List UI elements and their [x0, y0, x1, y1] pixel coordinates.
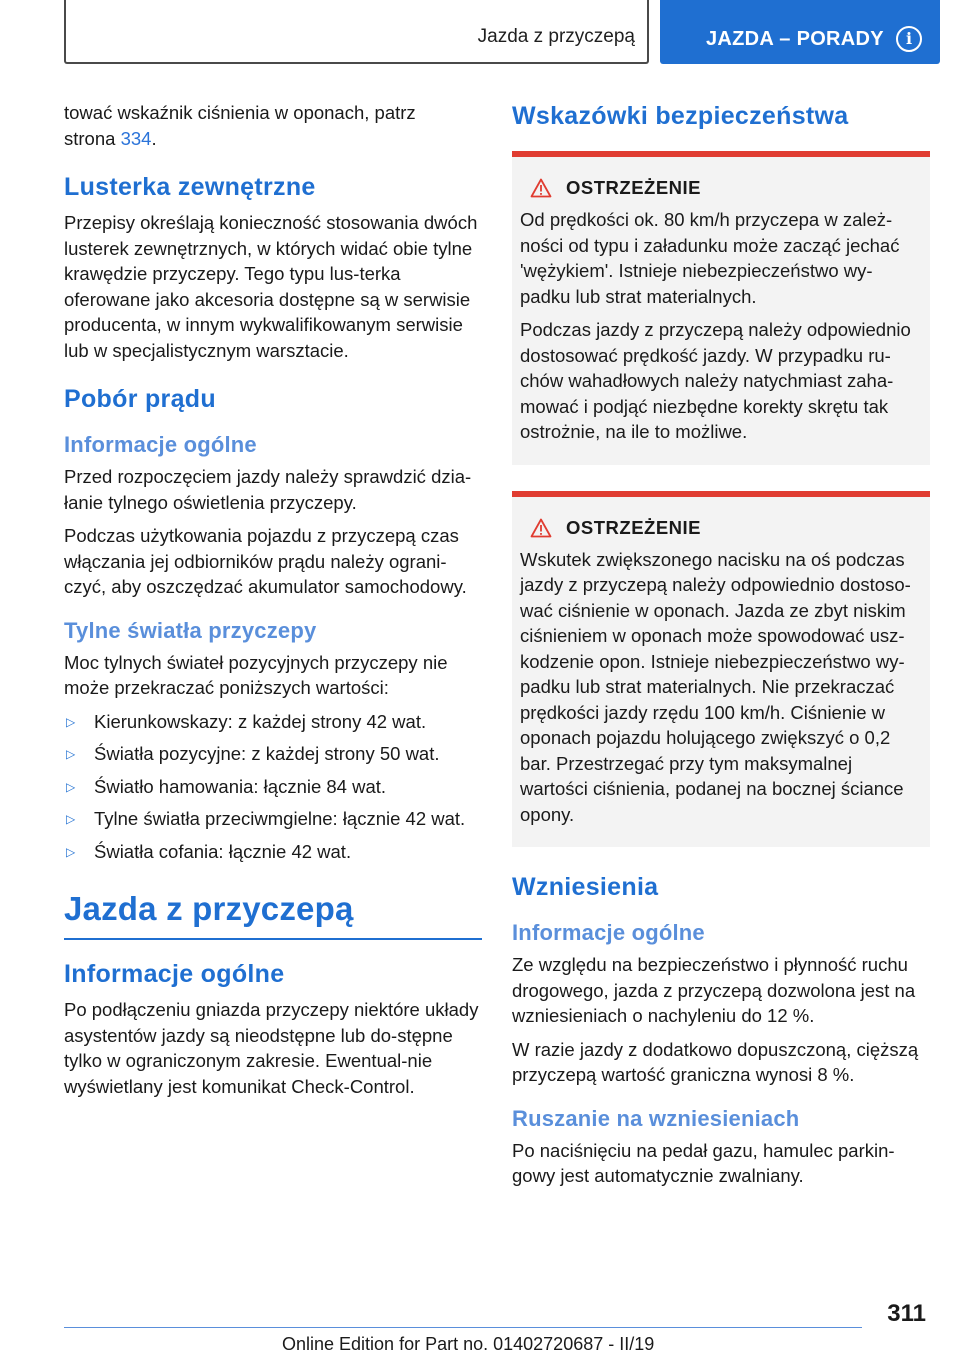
- warning-triangle-icon: [530, 518, 552, 538]
- warning-box-1: [512, 151, 930, 465]
- heading-trailer-driving: Jazda z przyczepą: [64, 890, 482, 940]
- list-item: [64, 839, 482, 865]
- left-column: [64, 100, 482, 1107]
- subheading-general-info: Informacje ogólne: [512, 920, 705, 945]
- intro-text: tować wskaźnik ciśnienia w oponach, patrz: [64, 102, 416, 123]
- info-icon: i: [896, 26, 922, 52]
- page-number: 311: [887, 1300, 926, 1327]
- warning-paragraph-2: Podczas jazdy z przyczepą należy odpowiednio dostosować prędkość jazdy. W przypadku ru-chów wahadłowych należy natychmiast zaha-mować i podjąć niezbędne korekty skrętu tak ostrożnie, na ile to możliwe.: [520, 319, 911, 442]
- bullet-triangle-icon: ▷: [66, 844, 76, 859]
- list-item-text: Tylne światła przeciwmgielne: łącznie 42 wat.: [94, 808, 466, 829]
- page-link-334[interactable]: 334: [120, 127, 152, 149]
- list-item-text: Światło hamowania: łącznie 84 wat.: [94, 775, 387, 797]
- heading-safety: Wskazówki bezpieczeństwa: [512, 102, 849, 130]
- paragraph-hill-start: Po naciśnięciu na pedał gazu, hamulec parkin-gowy jest automatycznie zwalniany.: [512, 1139, 895, 1186]
- warning-title-row: [520, 517, 920, 539]
- warning-title: OSTRZEŻENIE: [566, 177, 702, 198]
- subheading-taillights: Tylne światła przyczepy: [64, 617, 317, 643]
- bullet-triangle-icon: ▷: [66, 714, 76, 729]
- footer-divider: [64, 1327, 862, 1328]
- header-chapter-title: JAZDA – PORADY: [706, 28, 884, 50]
- list-item: [64, 741, 482, 767]
- header-chapter-tab: [660, 0, 940, 64]
- bullet-triangle-icon: ▷: [66, 779, 76, 794]
- warning-box-2: [512, 491, 930, 848]
- heading-power: Pobór prądu: [64, 385, 216, 413]
- paragraph-mirrors: Przepisy określają konieczność stosowania dwóch lusterek zewnętrznych, w których widać obie tylne krawędzie przyczepy. Tego typu lus-terka oferowane jako akcesoria dostępne są w serwisie producenta, w innym wykwalifikowanym serwisie lub w specjalistycznym warsztacie.: [64, 212, 478, 361]
- bullet-triangle-icon: ▷: [66, 812, 76, 826]
- paragraph-inclines-1: Ze względu na bezpieczeństwo i płynność ruchu drogowego, jazda z przyczepą dozwolona jest na wzniesieniach o nachyleniu do 12 %.: [512, 954, 916, 1026]
- paragraph-power-1: Przed rozpoczęciem jazdy należy sprawdzić dzia-łanie tylnego oświetlenia przyczepy.: [64, 466, 472, 513]
- subheading-general-info: Informacje ogólne: [64, 432, 257, 457]
- header-section-title: Jazda z przyczepą: [477, 26, 635, 47]
- list-item: [64, 709, 482, 735]
- paragraph-taillights: Moc tylnych świateł pozycyjnych przyczepy nie może przekraczać poniższych wartości:: [64, 651, 448, 698]
- paragraph-trailer: Po podłączeniu gniazda przyczepy niektóre układy asystentów jazdy są nieodstępne lub do-stępne tylko w ograniczonym zakresie. Ewentual-nie wyświetlany jest komunikat Check-Control.: [64, 999, 479, 1097]
- subheading-hill-start: Ruszanie na wzniesieniach: [512, 1105, 800, 1131]
- intro-text-end: .: [151, 127, 157, 149]
- heading-general-info: Informacje ogólne: [64, 960, 285, 988]
- paragraph-inclines-2: W razie jazdy z dodatkowo dopuszczoną, cięższą przyczepą wartość graniczna wynosi 8 %.: [512, 1038, 919, 1085]
- warning-paragraph-1: Od prędkości ok. 80 km/h przyczepa w zależ-ności od typu i załadunku może zacząć jechać 'wężykiem'. Istnieje niebezpieczeństwo wy-padku lub strat materialnych.: [520, 209, 900, 307]
- paragraph-power-2: Podczas użytkowania pojazdu z przyczepą czas włączania jej odbiorników prądu należy ograni-czyć, aby oszczędzać akumulator samochodowy.: [64, 525, 467, 597]
- footer-edition: Online Edition for Part no. 01402720687 - II/19: [282, 1334, 655, 1354]
- warning-paragraph-1: Wskutek zwiększonego nacisku na oś podczas jazdy z przyczepą należy odpowiednio dostoso-wać ciśnienie w oponach. Jazda ze zbyt niskim ciśnieniem w oponach może spowodować usz-kodzenie opon. Istnieje niebezpieczeństwo wy-padku lub strat materialnych. Nie przekraczać prędkości jazdy rzędu 100 km/h. Ciśnienie w oponach pojazdu holującego zwiększyć o 0,2 bar. Przestrzegać przy tym maksymalnej wartości ciśnienia, podanej na bocznej ściance opony.: [520, 548, 911, 825]
- intro-paragraph: [64, 100, 482, 151]
- taillight-list: [64, 709, 482, 865]
- warning-title: OSTRZEŻENIE: [566, 516, 702, 538]
- warning-triangle-icon: [530, 178, 552, 198]
- heading-inclines: Wzniesienia: [512, 873, 659, 901]
- right-column: [512, 100, 930, 1197]
- list-item-text: Światła pozycyjne: z każdej strony 50 wat.: [94, 743, 440, 764]
- warning-title-row: [520, 177, 920, 199]
- list-item: [64, 806, 482, 832]
- list-item-text: Światła cofania: łącznie 42 wat.: [94, 840, 352, 862]
- header-section-box: [64, 0, 649, 64]
- bullet-triangle-icon: ▷: [66, 747, 76, 761]
- list-item-text: Kierunkowskazy: z każdej strony 42 wat.: [94, 710, 427, 732]
- intro-text-page: strona: [64, 127, 121, 149]
- heading-mirrors: Lusterka zewnętrzne: [64, 173, 316, 201]
- list-item: [64, 774, 482, 800]
